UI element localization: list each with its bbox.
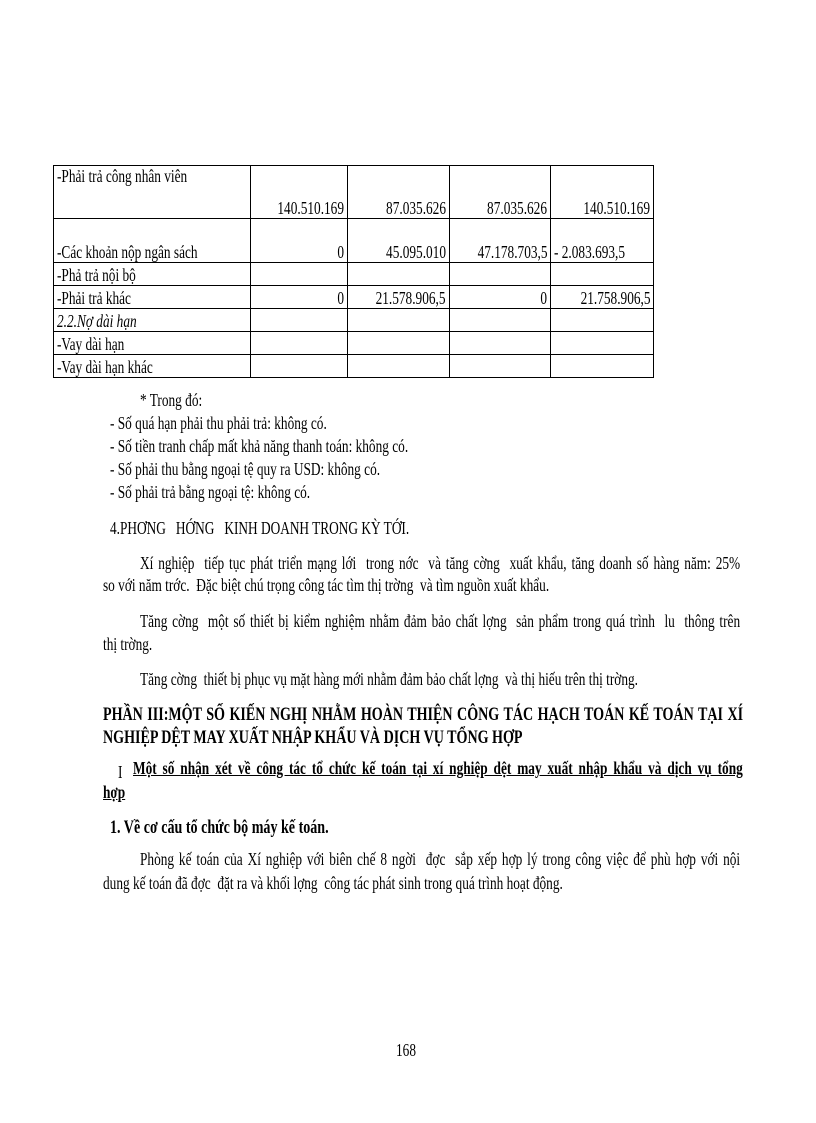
cell: 87.035.626 (449, 166, 551, 219)
section-4-heading: 4.PHƠNG HỚNG KINH DOANH TRONG KỲ TỚI. (110, 518, 410, 538)
subsection-heading: Một số nhận xét về công tác tổ chức kế toán tại xí nghiệp dệt may xuất nhập khẩu và dịch vụ tổng (133, 758, 743, 778)
cell (251, 263, 348, 286)
paragraph-line: thị trờng. (103, 634, 153, 654)
cell: 0 (251, 219, 348, 263)
paragraph-line: Tăng cờng một số thiết bị kiểm nghiệm nhằm đảm bảo chất lợng sản phẩm trong quá trình lu thông trên (140, 611, 741, 631)
row-label: -Phải trả công nhân viên (54, 166, 251, 219)
table-row (54, 219, 654, 263)
cell (551, 332, 654, 355)
paragraph-line: dung kế toán đã đợc đặt ra và khối lợng công tác phát sinh trong quá trình hoạt động. (103, 873, 563, 893)
paragraph-line: so với năm trớc. Đặc biệt chú trọng công tác tìm thị trờng và tìm nguồn xuất khẩu. (103, 575, 550, 595)
note-item: - Số phải thu bằng ngoại tệ quy ra USD: không có. (110, 459, 381, 479)
cell: 45.095.010 (348, 219, 450, 263)
cell (348, 332, 450, 355)
cell (251, 355, 348, 378)
note-item: - Số phải trả bằng ngoại tệ: không có. (110, 482, 311, 502)
cell: 140.510.169 (251, 166, 348, 219)
cell (348, 263, 450, 286)
row-label: -Vay dài hạn khác (54, 355, 251, 378)
section-1-heading: 1. Về cơ cấu tổ chức bộ máy kế toán. (110, 817, 329, 838)
cell: 140.510.169 (551, 166, 654, 219)
row-label: -Phả trả nội bộ (54, 263, 251, 286)
paragraph-line: Tăng cờng thiết bị phục vụ mặt hàng mới nhằm đảm bảo chất lợng và thị hiếu trên thị trờng. (140, 669, 638, 689)
cell: - 2.083.693,5 (551, 219, 654, 263)
cell (348, 309, 450, 332)
part-3-heading-cont: NGHIỆP DỆT MAY XUẤT NHẬP KHẨU VÀ DỊCH VỤ TỔNG HỢP (103, 727, 523, 748)
cell (449, 309, 551, 332)
cell (348, 355, 450, 378)
cell: 21.578.906,5 (348, 286, 450, 309)
row-label: -Các khoản nộp ngân sách (54, 219, 251, 263)
cell (551, 309, 654, 332)
table-row (54, 332, 654, 355)
table-row (54, 263, 654, 286)
page-number: 168 (396, 1040, 416, 1060)
paragraph-line: Xí nghiệp tiếp tục phát triển mạng lới trong nớc và tăng cờng xuất khẩu, tăng doanh số hàng năm: 25% (140, 553, 741, 573)
cell (251, 309, 348, 332)
notes-intro: * Trong đó: (140, 390, 203, 410)
table-row (54, 286, 654, 309)
note-item: - Số tiền tranh chấp mất khả năng thanh toán: không có. (110, 436, 409, 456)
subsection-heading-cont: hợp (103, 782, 126, 802)
cell (251, 332, 348, 355)
cell: 87.035.626 (348, 166, 450, 219)
cell (449, 355, 551, 378)
cell: 21.758.906,5 (551, 286, 654, 309)
cell: 47.178.703,5 (449, 219, 551, 263)
subsection-number: I (118, 762, 123, 782)
cell (551, 263, 654, 286)
note-item: - Số quá hạn phải thu phải trả: không có. (110, 413, 327, 433)
row-label: -Vay dài hạn (54, 332, 251, 355)
cell (551, 355, 654, 378)
cell (449, 263, 551, 286)
table-row (54, 355, 654, 378)
paragraph-line: Phòng kế toán của Xí nghiệp với biên chế 8 ngời đợc sắp xếp hợp lý trong công việc để phù hợp với nội (140, 849, 741, 869)
part-3-heading: PHẦN III:MỘT SỐ KIẾN NGHỊ NHẰM HOÀN THIỆN CÔNG TÁC HẠCH TOÁN KẾ TOÁN TẠI XÍ (103, 704, 744, 725)
row-label: -Phải trả khác (54, 286, 251, 309)
cell (449, 332, 551, 355)
row-label: 2.2.Nợ dài hạn (54, 309, 251, 332)
cell: 0 (449, 286, 551, 309)
table-row (54, 309, 654, 332)
cell: 0 (251, 286, 348, 309)
table-row (54, 166, 654, 219)
liabilities-table (53, 165, 654, 378)
